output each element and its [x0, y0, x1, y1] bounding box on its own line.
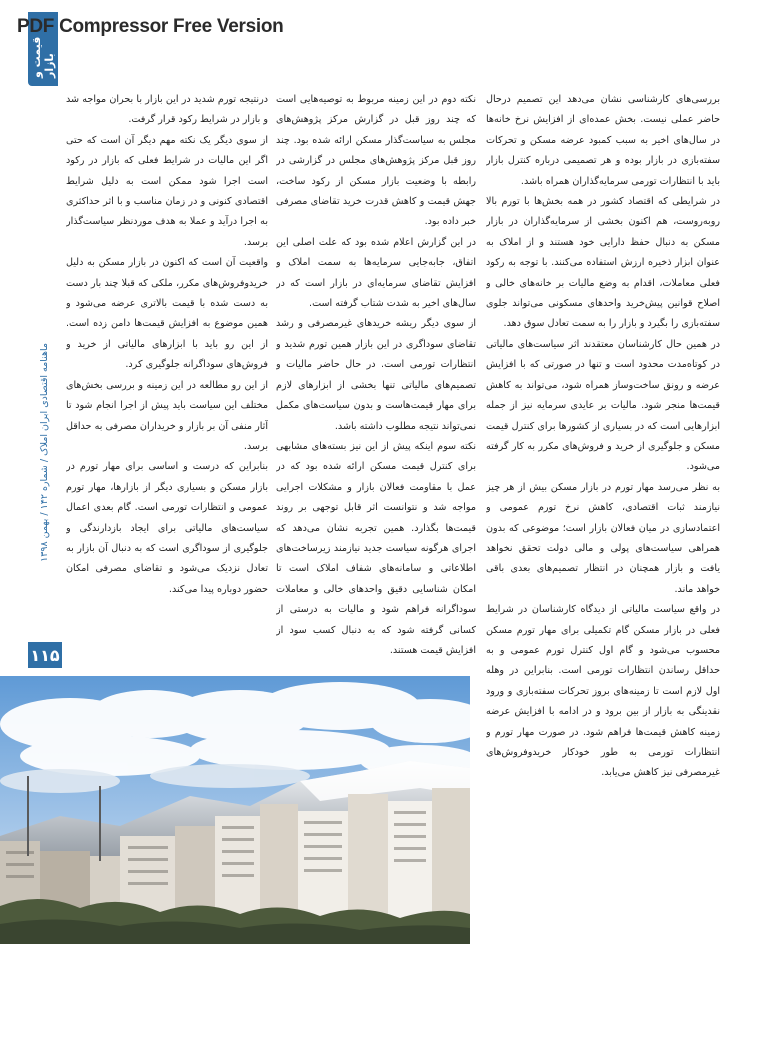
paragraph: از سوی دیگر یک نکته مهم دیگر آن است که حتی اگر این مالیات در شرایط فعلی که بازار در رکود است اجرا شود ممکن است به دلیل شرایط اقتصادی کنونی و در زمان مناسب و با اثر حداکثری به اجرا درآید و عملا به هدف موردنظر سیاست‌گذار برسد. [66, 134, 268, 248]
side-rail [33, 270, 55, 635]
section-tab-label: قیمت و بازار [30, 36, 56, 78]
article-column-right [486, 90, 720, 942]
side-rail-text: ماهنامه اقتصادی ابران املاک / شماره ۱۴۲ / بهمن ۱۳۹۸ [38, 343, 50, 562]
article-column-left [66, 90, 268, 660]
watermark-text: PDF Compressor Free Version [17, 16, 284, 37]
paragraph: نکته سوم اینکه پیش از این نیز بسته‌های مشابهی برای کنترل قیمت مسکن ارائه شده بود که در عمل با مقاومت فعالان بازار و مشکلات اجرایی مواجه شد و نتوانست اثر قابل توجهی بر روند قیمت‌ها بگذارد. همین تجربه نشان می‌دهد که اجرای هرگونه سیاست جدید نیازمند زیرساخت‌های اطلاعاتی و سامانه‌های شفاف املاک است تا امکان شناسایی دقیق واحدهای خالی و معاملات سوداگرانه فراهم شود و مالیات به درستی از کسانی گرفته شود که به دنبال کسب سود از افزایش قیمت هستند. [276, 440, 476, 656]
paragraph: در واقع سیاست مالیاتی از دیدگاه کارشناسان در شرایط فعلی در بازار مسکن گام تکمیلی برای مهار تورم مسکن محسوب می‌شود و گام اول کنترل تورم عمومی و به حداقل رساندن انتظارات تورمی است. بنابراین در وهله اول لازم است تا زمینه‌های بروز تحرکات سفته‌بازی و ورود نقدینگی به بازار از بین برود و در ادامه با افزایش عرضه زمینه کاهش قیمت‌ها فراهم شود. در صورت مهار تورم و انتظارات تورمی به طور خودکار خریدوفروش‌های غیرمصرفی نیز کاهش می‌یابد. [486, 604, 720, 779]
page-number: ۱۱۵ [28, 642, 62, 668]
paragraph: نکته دوم در این زمینه مربوط به توصیه‌هایی است که چند روز قبل در گزارش مرکز پژوهش‌های مجلس به سیاست‌گذار مسکن ارائه شده بود. چند روز قبل مرکز پژوهش‌های مجلس در گزارشی در رابطه با وضعیت بازار مسکن از رکود ساخت، جهش قیمت و کاهش قدرت خرید تقاضای مصرفی خبر داده بود. [276, 94, 476, 228]
paragraph: از سوی دیگر ریشه خریدهای غیرمصرفی و رشد تقاضای سوداگری در این بازار همین تورم شدید و انتظارات تورمی است. در حال حاضر مالیات و تصمیم‌های مالیاتی تنها بخشی از ابزارهای لازم برای مهار قیمت‌هاست و بدون سیاست‌های مکمل نمی‌تواند نتیجه مطلوب داشته باشد. [276, 318, 476, 432]
paragraph: در همین حال کارشناسان معتقدند اثر سیاست‌های مالیاتی در کوتاه‌مدت محدود است و تنها در صورتی که با افزایش عرضه و رونق ساخت‌وساز همراه شود، می‌تواند به کاهش قیمت‌ها منجر شود. مالیات بر عایدی سرمایه نیز از جمله ابزارهایی است که در بسیاری از کشورها برای کنترل قیمت مسکن و جلوگیری از خرید و فروش‌های مکرر به کار گرفته می‌شود. [486, 338, 720, 473]
paragraph: به نظر می‌رسد مهار تورم در بازار مسکن بیش از هر چیز نیازمند ثبات اقتصادی، کاهش نرخ تورم عمومی و اعتمادسازی در میان فعالان بازار است؛ موضوعی که بدون همراهی سیاست‌های پولی و مالی دولت تحقق نخواهد یافت و بازار همچنان در انتظار تصمیم‌های بعدی باقی خواهد ماند. [486, 481, 720, 595]
article-column-middle [276, 90, 476, 660]
paragraph: بررسی‌های کارشناسی نشان می‌دهد این تصمیم درحال حاضر عملی نیست. بخش عمده‌ای از افزایش نرخ خانه‌ها در سال‌های اخیر به سبب کمبود عرضه مسکن و تحرکات سفته‌بازی در بازار بوده و هر تصمیمی درباره کنترل بازار باید با انتظارات تورمی سرمایه‌گذاران همراه باشد. [486, 94, 720, 187]
paragraph: در شرایطی که اقتصاد کشور در همه بخش‌ها با تورم بالا روبه‌روست، هم اکنون بخشی از سرمایه‌گذاران در بازار مسکن به دنبال حفظ دارایی خود هستند و از املاک به عنوان ابزار ذخیره ارزش استفاده می‌کنند. با توجه به رکود فعلی معاملات، اقدام به وضع مالیات بر خانه‌های خالی و اصلاح قوانین پیش‌خرید واحدهای مسکونی می‌تواند جلوی سفته‌بازی را بگیرد و بازار را به سمت تعادل سوق دهد. [486, 196, 720, 330]
city-skyline-photo [0, 676, 470, 944]
paragraph: درنتیجه تورم شدید در این بازار با بحران مواجه شد و بازار در شرایط رکود قرار گرفت. [66, 94, 268, 126]
paragraph: در این گزارش اعلام شده بود که علت اصلی این اتفاق، جابه‌جایی سرمایه‌ها به سمت املاک و افزایش تقاضای سرمایه‌ای در بازار است که در سال‌های اخیر به شدت شتاب گرفته است. [276, 236, 476, 310]
paragraph: از این رو مطالعه در این زمینه و بررسی بخش‌های مختلف این سیاست باید پیش از اجرا انجام شود تا آثار منفی آن بر بازار و خریداران مصرفی به حداقل برسد. [66, 379, 268, 452]
paragraph: واقعیت آن است که اکنون در بازار مسکن به دلیل خریدوفروش‌های مکرر، ملکی که قبلا چند بار دست به دست شده با قیمت بالاتری عرضه می‌شود و همین موضوع به افزایش قیمت‌ها دامن زده است. از این رو باید با ابزارهای مالیاتی از خرید و فروش‌های سوداگرانه جلوگیری کرد. [66, 257, 268, 371]
paragraph: بنابراین که درست و اساسی برای مهار تورم در بازار مسکن و بسیاری دیگر از بازارها، مهار تورم عمومی و انتظارات تورمی است. گام بعدی اعمال سیاست‌های مالیاتی برای ایجاد بازدارندگی و جلوگیری از سوداگری است که به دنبال آن بازار به تعادل نزدیک می‌شود و تقاضای مصرفی امکان حضور دوباره پیدا می‌کند. [66, 461, 268, 595]
